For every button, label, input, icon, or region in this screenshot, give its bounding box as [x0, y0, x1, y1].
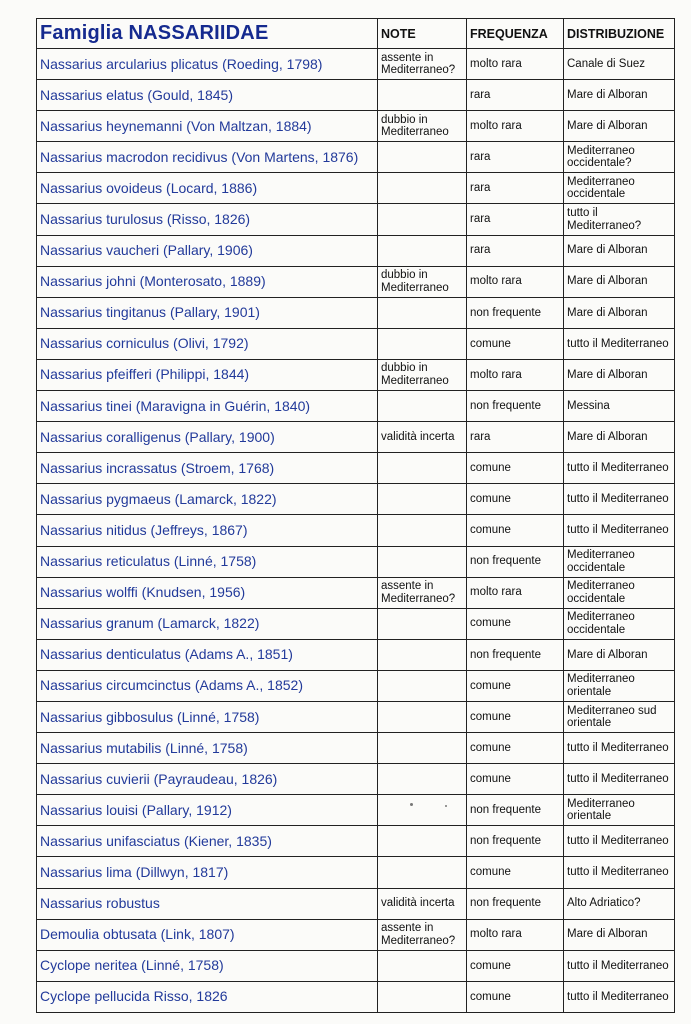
- species-name: Nassarius granum (Lamarck, 1822): [37, 608, 378, 639]
- note-cell: [378, 515, 467, 546]
- table-row: [37, 888, 675, 919]
- frequenza-cell: non frequente: [467, 795, 564, 826]
- note-cell: dubbio in Mediterraneo: [378, 111, 467, 142]
- distribuzione-cell: Mare di Alboran: [564, 266, 675, 297]
- frequenza-cell: comune: [467, 515, 564, 546]
- table-row: [37, 328, 675, 359]
- species-name: Nassarius wolffi (Knudsen, 1956): [37, 577, 378, 608]
- note-cell: [378, 981, 467, 1012]
- note-cell: [378, 670, 467, 701]
- frequenza-cell: comune: [467, 733, 564, 764]
- table-row: [37, 266, 675, 297]
- frequenza-cell: comune: [467, 328, 564, 359]
- species-name: Nassarius corniculus (Olivi, 1792): [37, 328, 378, 359]
- frequenza-cell: non frequente: [467, 297, 564, 328]
- table-row: [37, 981, 675, 1012]
- distribuzione-cell: Mediterraneo sud orientale: [564, 701, 675, 732]
- table-row: [37, 857, 675, 888]
- frequenza-cell: molto rara: [467, 359, 564, 390]
- species-name: Nassarius lima (Dillwyn, 1817): [37, 857, 378, 888]
- distribuzione-cell: tutto il Mediterraneo: [564, 950, 675, 981]
- table-row: [37, 608, 675, 639]
- frequenza-cell: rara: [467, 142, 564, 173]
- frequenza-cell: rara: [467, 173, 564, 204]
- frequenza-cell: comune: [467, 670, 564, 701]
- frequenza-cell: molto rara: [467, 266, 564, 297]
- distribuzione-cell: Mediterraneo orientale: [564, 670, 675, 701]
- note-cell: [378, 546, 467, 577]
- table-row: [37, 546, 675, 577]
- table-header-row: [37, 19, 675, 49]
- distribuzione-cell: tutto il Mediterraneo: [564, 484, 675, 515]
- table-row: [37, 422, 675, 453]
- frequenza-cell: comune: [467, 981, 564, 1012]
- table-row: [37, 484, 675, 515]
- species-name: Nassarius cuvierii (Payraudeau, 1826): [37, 764, 378, 795]
- note-cell: [378, 701, 467, 732]
- table-body: [37, 49, 675, 1013]
- note-cell: validità incerta: [378, 422, 467, 453]
- table-row: [37, 826, 675, 857]
- table-title: Famiglia NASSARIIDAE: [37, 19, 378, 49]
- distribuzione-cell: Mare di Alboran: [564, 235, 675, 266]
- distribuzione-cell: Mediterraneo occidentale?: [564, 142, 675, 173]
- distribuzione-cell: tutto il Mediterraneo?: [564, 204, 675, 235]
- note-cell: [378, 453, 467, 484]
- distribuzione-cell: Mediterraneo occidentale: [564, 608, 675, 639]
- species-name: Nassarius gibbosulus (Linné, 1758): [37, 701, 378, 732]
- note-cell: [378, 484, 467, 515]
- note-cell: [378, 733, 467, 764]
- frequenza-cell: non frequente: [467, 639, 564, 670]
- frequenza-cell: rara: [467, 204, 564, 235]
- frequenza-cell: molto rara: [467, 49, 564, 80]
- species-table-sheet: [36, 18, 674, 1013]
- distribuzione-cell: Mediterraneo occidentale: [564, 546, 675, 577]
- distribuzione-cell: Mediterraneo orientale: [564, 795, 675, 826]
- frequenza-cell: non frequente: [467, 391, 564, 422]
- table-row: [37, 453, 675, 484]
- frequenza-cell: rara: [467, 235, 564, 266]
- header-distribuzione: DISTRIBUZIONE: [564, 19, 675, 49]
- note-cell: assente in Mediterraneo?: [378, 577, 467, 608]
- species-name: Nassarius arcularius plicatus (Roeding, 1798): [37, 49, 378, 80]
- table-row: [37, 577, 675, 608]
- frequenza-cell: rara: [467, 422, 564, 453]
- note-cell: [378, 795, 467, 826]
- table-row: [37, 111, 675, 142]
- table-row: [37, 359, 675, 390]
- distribuzione-cell: Mediterraneo occidentale: [564, 577, 675, 608]
- table-row: [37, 670, 675, 701]
- species-name: Demoulia obtusata (Link, 1807): [37, 919, 378, 950]
- species-name: Nassarius vaucheri (Pallary, 1906): [37, 235, 378, 266]
- table-row: [37, 297, 675, 328]
- table-row: [37, 919, 675, 950]
- frequenza-cell: non frequente: [467, 826, 564, 857]
- species-name: Nassarius macrodon recidivus (Von Martens, 1876): [37, 142, 378, 173]
- species-name: Cyclope neritea (Linné, 1758): [37, 950, 378, 981]
- note-cell: [378, 80, 467, 111]
- species-name: Cyclope pellucida Risso, 1826: [37, 981, 378, 1012]
- note-cell: dubbio in Mediterraneo: [378, 359, 467, 390]
- frequenza-cell: rara: [467, 80, 564, 111]
- frequenza-cell: comune: [467, 608, 564, 639]
- distribuzione-cell: Canale di Suez: [564, 49, 675, 80]
- distribuzione-cell: tutto il Mediterraneo: [564, 764, 675, 795]
- distribuzione-cell: Messina: [564, 391, 675, 422]
- frequenza-cell: molto rara: [467, 577, 564, 608]
- note-cell: dubbio in Mediterraneo: [378, 266, 467, 297]
- scan-speck: [410, 803, 413, 806]
- distribuzione-cell: Mare di Alboran: [564, 919, 675, 950]
- table-row: [37, 173, 675, 204]
- note-cell: [378, 639, 467, 670]
- header-note: NOTE: [378, 19, 467, 49]
- note-cell: [378, 857, 467, 888]
- table-row: [37, 80, 675, 111]
- note-cell: assente in Mediterraneo?: [378, 49, 467, 80]
- distribuzione-cell: tutto il Mediterraneo: [564, 981, 675, 1012]
- table-row: [37, 950, 675, 981]
- table-row: [37, 142, 675, 173]
- species-name: Nassarius incrassatus (Stroem, 1768): [37, 453, 378, 484]
- distribuzione-cell: tutto il Mediterraneo: [564, 328, 675, 359]
- distribuzione-cell: Mare di Alboran: [564, 111, 675, 142]
- note-cell: [378, 235, 467, 266]
- species-name: Nassarius heynemanni (Von Maltzan, 1884): [37, 111, 378, 142]
- species-name: Nassarius elatus (Gould, 1845): [37, 80, 378, 111]
- species-name: Nassarius coralligenus (Pallary, 1900): [37, 422, 378, 453]
- species-name: Nassarius pygmaeus (Lamarck, 1822): [37, 484, 378, 515]
- species-name: Nassarius tinei (Maravigna in Guérin, 1840): [37, 391, 378, 422]
- species-name: Nassarius johni (Monterosato, 1889): [37, 266, 378, 297]
- table-row: [37, 733, 675, 764]
- distribuzione-cell: Mare di Alboran: [564, 359, 675, 390]
- distribuzione-cell: Mare di Alboran: [564, 422, 675, 453]
- species-table: [36, 18, 675, 1013]
- distribuzione-cell: Mediterraneo occidentale: [564, 173, 675, 204]
- frequenza-cell: non frequente: [467, 546, 564, 577]
- frequenza-cell: comune: [467, 950, 564, 981]
- distribuzione-cell: Mare di Alboran: [564, 639, 675, 670]
- distribuzione-cell: Mare di Alboran: [564, 80, 675, 111]
- table-row: [37, 639, 675, 670]
- distribuzione-cell: tutto il Mediterraneo: [564, 826, 675, 857]
- note-cell: [378, 173, 467, 204]
- note-cell: [378, 764, 467, 795]
- note-cell: [378, 608, 467, 639]
- table-row: [37, 391, 675, 422]
- frequenza-cell: comune: [467, 484, 564, 515]
- frequenza-cell: molto rara: [467, 111, 564, 142]
- species-name: Nassarius turulosus (Risso, 1826): [37, 204, 378, 235]
- frequenza-cell: non frequente: [467, 888, 564, 919]
- species-name: Nassarius nitidus (Jeffreys, 1867): [37, 515, 378, 546]
- table-row: [37, 795, 675, 826]
- note-cell: [378, 142, 467, 173]
- species-name: Nassarius louisi (Pallary, 1912): [37, 795, 378, 826]
- distribuzione-cell: tutto il Mediterraneo: [564, 515, 675, 546]
- species-name: Nassarius unifasciatus (Kiener, 1835): [37, 826, 378, 857]
- note-cell: [378, 204, 467, 235]
- table-row: [37, 204, 675, 235]
- distribuzione-cell: tutto il Mediterraneo: [564, 733, 675, 764]
- distribuzione-cell: tutto il Mediterraneo: [564, 857, 675, 888]
- note-cell: validità incerta: [378, 888, 467, 919]
- species-name: Nassarius robustus: [37, 888, 378, 919]
- frequenza-cell: comune: [467, 857, 564, 888]
- table-row: [37, 235, 675, 266]
- distribuzione-cell: Mare di Alboran: [564, 297, 675, 328]
- species-name: Nassarius tingitanus (Pallary, 1901): [37, 297, 378, 328]
- table-row: [37, 49, 675, 80]
- header-frequenza: FREQUENZA: [467, 19, 564, 49]
- note-cell: [378, 826, 467, 857]
- species-name: Nassarius mutabilis (Linné, 1758): [37, 733, 378, 764]
- species-name: Nassarius ovoideus (Locard, 1886): [37, 173, 378, 204]
- distribuzione-cell: tutto il Mediterraneo: [564, 453, 675, 484]
- species-name: Nassarius circumcinctus (Adams A., 1852): [37, 670, 378, 701]
- table-row: [37, 701, 675, 732]
- frequenza-cell: comune: [467, 764, 564, 795]
- distribuzione-cell: Alto Adriatico?: [564, 888, 675, 919]
- note-cell: assente in Mediterraneo?: [378, 919, 467, 950]
- species-name: Nassarius pfeifferi (Philippi, 1844): [37, 359, 378, 390]
- frequenza-cell: molto rara: [467, 919, 564, 950]
- frequenza-cell: comune: [467, 453, 564, 484]
- frequenza-cell: comune: [467, 701, 564, 732]
- table-row: [37, 764, 675, 795]
- table-row: [37, 515, 675, 546]
- note-cell: [378, 950, 467, 981]
- note-cell: [378, 297, 467, 328]
- scan-speck: [445, 805, 447, 807]
- species-name: Nassarius reticulatus (Linné, 1758): [37, 546, 378, 577]
- species-name: Nassarius denticulatus (Adams A., 1851): [37, 639, 378, 670]
- note-cell: [378, 328, 467, 359]
- note-cell: [378, 391, 467, 422]
